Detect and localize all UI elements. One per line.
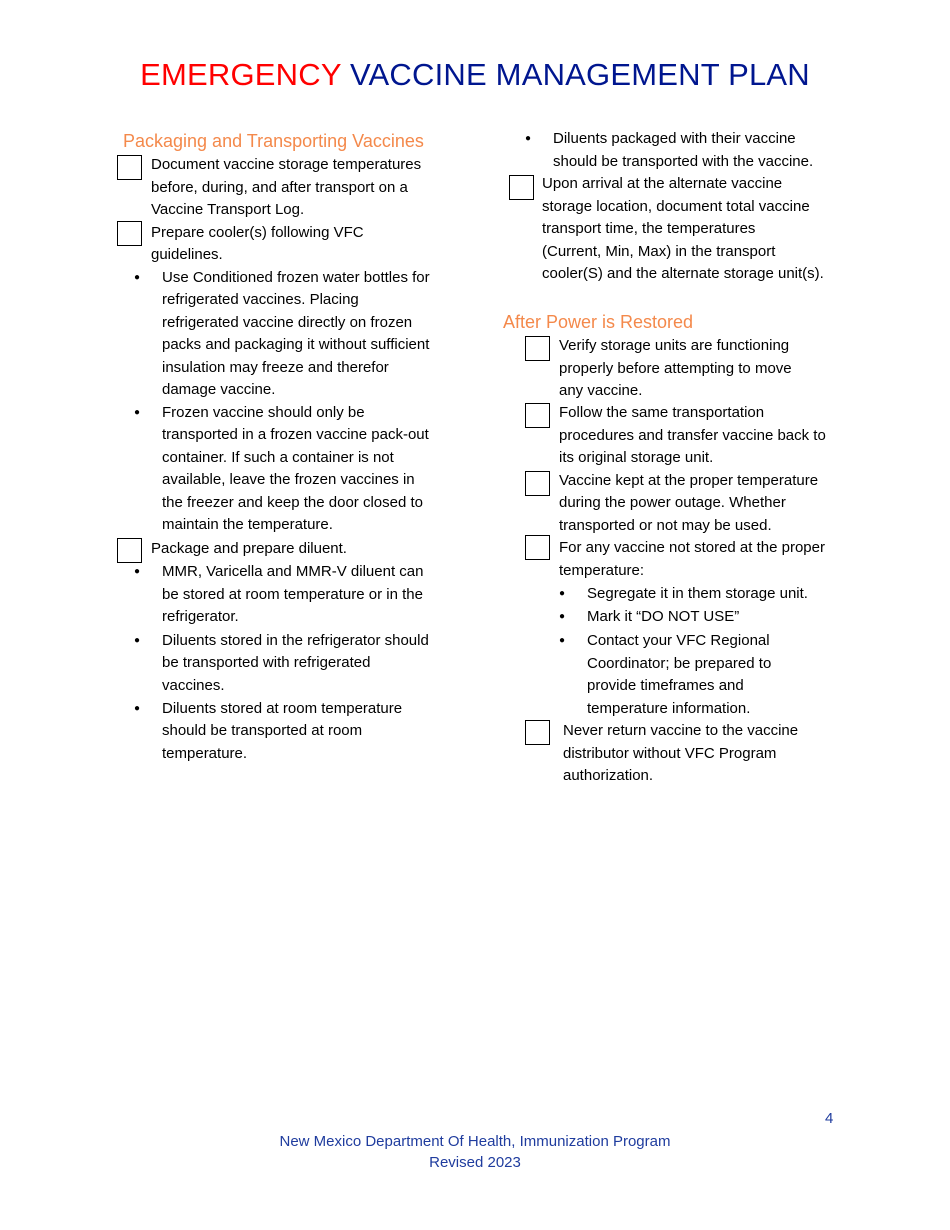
bullet-diluents-room-line-1: Diluents stored at room temperature <box>162 699 403 717</box>
sub-contact-line-2: Coordinator; be prepared to <box>587 654 772 672</box>
page-number: 4 <box>825 1110 834 1127</box>
item-kept-line-2: during the power outage. Whether <box>559 494 786 511</box>
bullet-frozen-line-3: container. If such a container is not <box>162 448 394 466</box>
item-document-line-1: Document vaccine storage temperatures <box>151 156 422 173</box>
checkbox-any-vaccine[interactable] <box>525 535 550 560</box>
sub-segregate: Segregate it in them storage unit. <box>587 585 808 602</box>
item-follow-line-3: its original storage unit. <box>559 449 714 466</box>
sub-mark-do-not-use: Mark it “DO NOT USE” <box>587 607 740 625</box>
footer-organization: New Mexico Department Of Health, Immunization Program <box>279 1133 671 1150</box>
bullet-conditioned-line-3: refrigerated vaccine directly on frozen <box>162 313 413 331</box>
bullet-frozen-line-4: available, leave the frozen vaccines in <box>162 471 415 488</box>
bullet-diluents-fridge-line-1: Diluents stored in the refrigerator should <box>162 631 429 649</box>
item-arrival-line-2: storage location, document total vaccine <box>542 197 810 215</box>
bullet-packaged-line-2: should be transported with the vaccine. <box>553 152 814 170</box>
bullet-diluents-fridge-line-2: be transported with refrigerated <box>162 654 371 671</box>
bullet-icon: ● <box>559 588 566 599</box>
item-document-line-2: before, during, and after transport on a <box>151 178 408 196</box>
checkbox-document-temperatures[interactable] <box>117 155 142 180</box>
item-verify-line-2: properly before attempting to move <box>559 359 792 377</box>
sub-contact-line-4: temperature information. <box>587 699 751 717</box>
page-title <box>0 55 950 95</box>
bullet-icon: ● <box>134 635 141 646</box>
checkbox-never-return[interactable] <box>525 720 550 745</box>
bullet-diluents-room-line-2: should be transported at room <box>162 722 363 739</box>
item-kept-line-1: Vaccine kept at the proper temperature <box>559 471 819 489</box>
item-verify-line-1: Verify storage units are functioning <box>559 337 790 354</box>
item-prepare-line-1: Prepare cooler(s) following VFC <box>151 223 364 241</box>
title-vaccine-management-plan: VACCINE MANAGEMENT PLAN <box>349 57 810 92</box>
item-prepare-line-2: guidelines. <box>151 246 223 263</box>
item-arrival-line-4: (Current, Min, Max) in the transport <box>542 242 776 260</box>
bullet-mmr-line-1: MMR, Varicella and MMR-V diluent can <box>162 563 424 580</box>
bullet-icon: ● <box>525 133 532 144</box>
bullet-icon: ● <box>134 407 141 418</box>
item-never-line-1: Never return vaccine to the vaccine <box>563 722 799 739</box>
item-verify-line-3: any vaccine. <box>559 382 643 399</box>
sub-contact-line-1: Contact your VFC Regional <box>587 632 770 649</box>
bullet-frozen-line-6: maintain the temperature. <box>162 516 333 533</box>
bullet-icon: ● <box>134 703 141 714</box>
bullet-icon: ● <box>134 566 141 577</box>
checkbox-upon-arrival[interactable] <box>509 175 534 200</box>
title-emergency: EMERGENCY <box>140 57 342 92</box>
bullet-diluents-fridge-line-3: vaccines. <box>162 676 225 694</box>
item-arrival-line-3: transport time, the temperatures <box>542 220 756 237</box>
checkbox-prepare-coolers[interactable] <box>117 221 142 246</box>
item-follow-line-1: Follow the same transportation <box>559 404 765 421</box>
item-follow-line-2: procedures and transfer vaccine back to <box>559 426 826 444</box>
item-never-line-2: distributor without VFC Program <box>563 744 777 762</box>
bullet-frozen-line-2: transported in a frozen vaccine pack-out <box>162 426 429 443</box>
item-document-line-3: Vaccine Transport Log. <box>151 201 305 218</box>
bullet-conditioned-line-1: Use Conditioned frozen water bottles for <box>162 268 430 286</box>
section-heading-packaging: Packaging and Transporting Vaccines <box>123 131 424 151</box>
bullet-icon: ● <box>559 635 566 646</box>
footer-revised: Revised 2023 <box>429 1154 521 1171</box>
bullet-frozen-line-5: the freezer and keep the door closed to <box>162 493 424 511</box>
checkbox-verify-units[interactable] <box>525 336 550 361</box>
checkbox-package-diluent[interactable] <box>117 538 142 563</box>
bullet-frozen-line-1: Frozen vaccine should only be <box>162 403 365 421</box>
item-arrival-line-1: Upon arrival at the alternate vaccine <box>542 175 783 192</box>
bullet-conditioned-line-2: refrigerated vaccines. Placing <box>162 291 359 308</box>
item-never-line-3: authorization. <box>563 767 654 784</box>
bullet-diluents-room-line-3: temperature. <box>162 744 248 762</box>
bullet-conditioned-line-6: damage vaccine. <box>162 381 276 398</box>
item-package-diluent: Package and prepare diluent. <box>151 539 347 557</box>
item-arrival-line-5: cooler(S) and the alternate storage unit(s). <box>542 265 824 282</box>
item-kept-line-3: transported or not may be used. <box>559 516 772 534</box>
item-any-line-1: For any vaccine not stored at the proper <box>559 539 825 556</box>
bullet-icon: ● <box>134 272 141 283</box>
bullet-conditioned-line-4: packs and packaging it without sufficient <box>162 336 430 353</box>
bullet-packaged-line-1: Diluents packaged with their vaccine <box>553 130 796 147</box>
checkbox-follow-procedures[interactable] <box>525 403 550 428</box>
bullet-mmr-line-2: be stored at room temperature or in the <box>162 585 423 603</box>
section-heading-after-power: After Power is Restored <box>503 312 694 332</box>
sub-contact-line-3: provide timeframes and <box>587 677 744 694</box>
item-any-line-2: temperature: <box>559 561 645 579</box>
bullet-conditioned-line-5: insulation may freeze and therefor <box>162 358 389 376</box>
bullet-icon: ● <box>559 611 566 622</box>
bullet-mmr-line-3: refrigerator. <box>162 608 239 625</box>
checkbox-vaccine-kept[interactable] <box>525 471 550 496</box>
